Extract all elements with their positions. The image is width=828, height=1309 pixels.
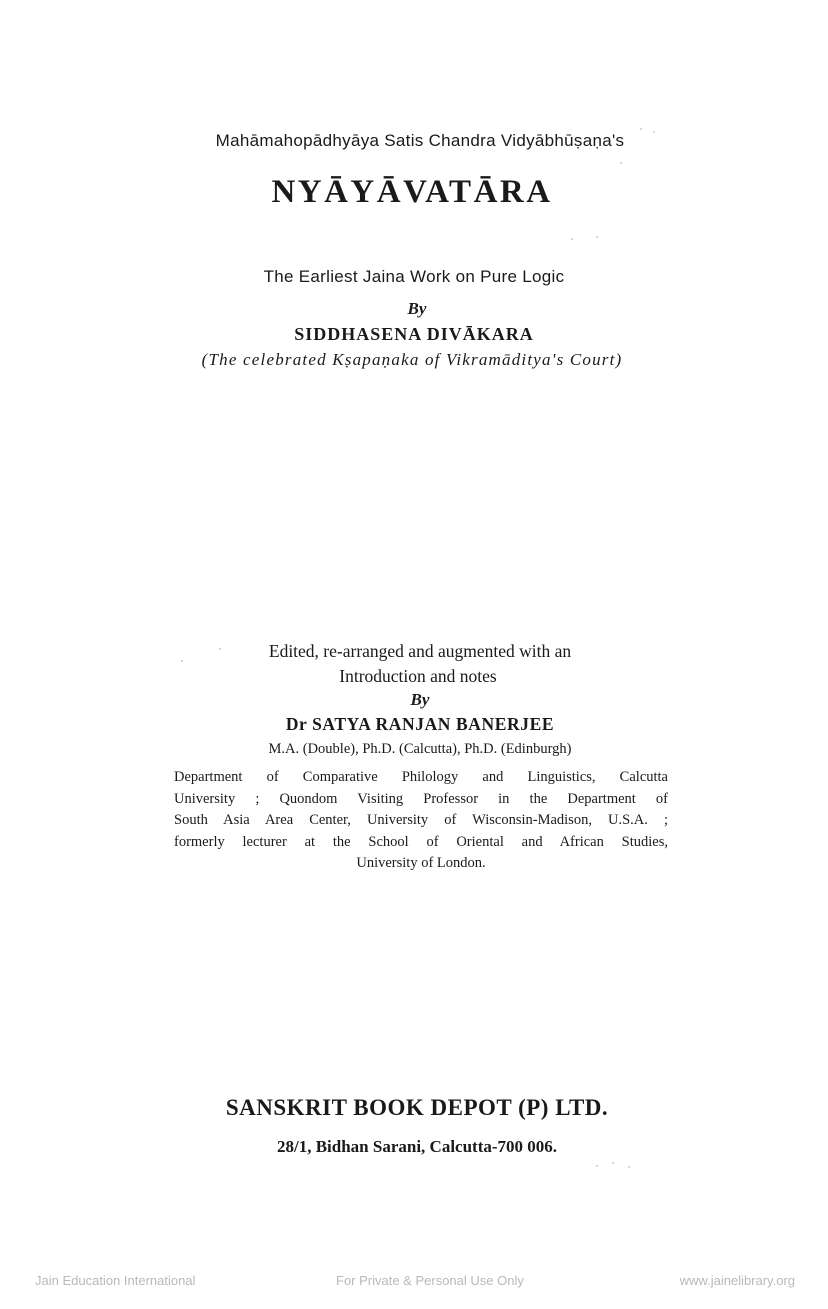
footer-left-text: Jain Education International: [35, 1273, 196, 1288]
author-name: SIDDHASENA DIVĀKARA: [294, 324, 534, 344]
by-label-editor: By: [410, 690, 430, 709]
by-label: By: [407, 299, 427, 318]
scan-speck: [219, 648, 221, 650]
scan-speck: [620, 162, 622, 164]
book-title: NYĀYĀVATĀRA: [271, 174, 553, 210]
scan-speck: [653, 131, 655, 133]
scan-speck: [181, 660, 183, 662]
affiliation-line: South Asia Area Center, University of Wisconsin-Madison, U.S.A. ;: [174, 812, 668, 828]
publisher-name: SANSKRIT BOOK DEPOT (P) LTD.: [225, 1095, 609, 1120]
affiliation-line: University ; Quondom Visiting Professor in the Department of: [174, 790, 668, 807]
edited-line-1: Edited, re-arranged and augmented with an: [268, 641, 572, 661]
footer-center-text: For Private & Personal Use Only: [336, 1273, 524, 1288]
affiliation-line: University of London.: [356, 855, 486, 871]
scan-speck: [596, 236, 598, 238]
author-description: (The celebrated Kṣapaṇaka of Vikramāditya's Court): [201, 350, 623, 369]
scan-speck: [628, 1166, 630, 1168]
affiliation-line: formerly lecturer at the School of Oriental and African Studies,: [174, 833, 668, 850]
editor-name: Dr SATYA RANJAN BANERJEE: [285, 714, 555, 734]
editor-affiliation: [174, 767, 668, 875]
scan-speck: [612, 1162, 614, 1164]
editor-degrees: M.A. (Double), Ph.D. (Calcutta), Ph.D. (Edinburgh): [268, 741, 572, 757]
book-subtitle: The Earliest Jaina Work on Pure Logic: [263, 267, 565, 286]
scan-speck: [571, 238, 573, 240]
edited-line-2: Introduction and notes: [339, 666, 497, 686]
affiliation-line: Department of Comparative Philology and Linguistics, Calcutta: [174, 769, 668, 785]
publisher-address: 28/1, Bidhan Sarani, Calcutta-700 006.: [276, 1137, 558, 1156]
footer-right-text: www.jainelibrary.org: [679, 1273, 795, 1288]
scan-speck: [596, 1165, 598, 1167]
preamble-text: Mahāmahopādhyāya Satis Chandra Vidyābhūṣaṇa's: [215, 131, 625, 150]
scan-speck: [640, 128, 642, 130]
